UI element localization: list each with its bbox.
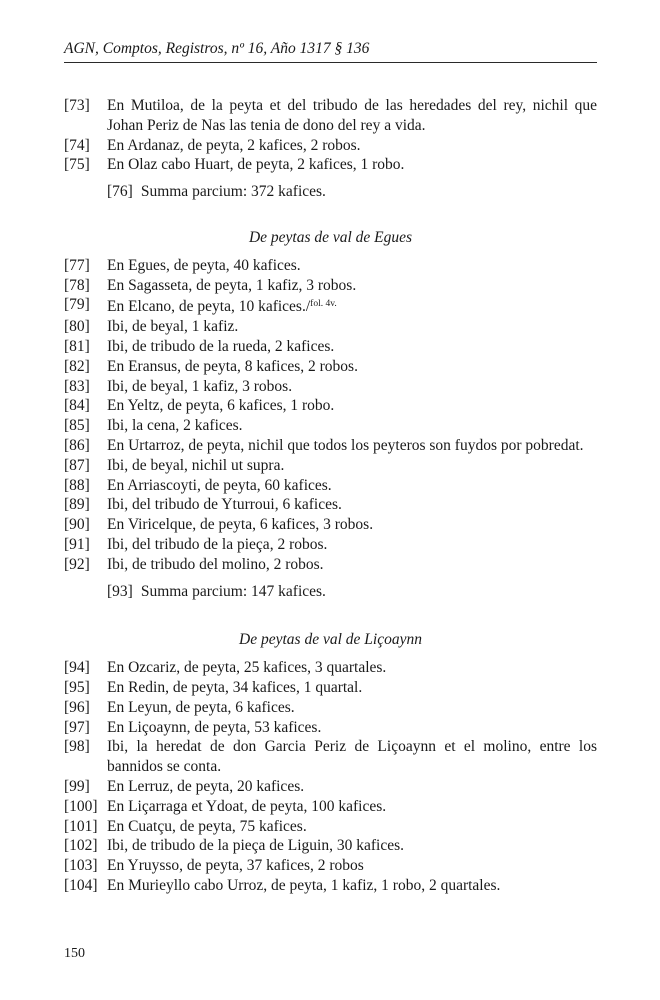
entry-text-content: Ibi, del tribudo de Yturroui, 6 kafices. xyxy=(107,496,342,514)
entry-text xyxy=(107,535,597,555)
entry-text xyxy=(107,256,597,276)
summa-text: Summa parcium: 372 kafices. xyxy=(140,183,326,201)
entry-number: [104] xyxy=(64,876,98,894)
entry-number: [73] xyxy=(64,97,90,114)
entry xyxy=(64,96,597,136)
entry xyxy=(64,295,597,317)
summa-number: [76] xyxy=(107,183,133,201)
entry-number: [75] xyxy=(64,156,90,174)
entry xyxy=(64,456,597,476)
entry-text-content: En Arriascoyti, de peyta, 60 kafices. xyxy=(107,476,332,494)
summa-text: Summa parcium: 147 kafices. xyxy=(140,582,326,600)
entry-text xyxy=(107,456,597,476)
entry-text-content: En Yruysso, de peyta, 37 kafices, 2 robos xyxy=(107,857,364,875)
entry-text xyxy=(107,136,597,156)
entry-text xyxy=(107,515,597,535)
entry xyxy=(64,495,597,515)
entry xyxy=(64,817,597,837)
entry-text-content: Ibi, de tribudo de la rueda, 2 kafices. xyxy=(107,337,335,355)
entry-text-content: En Olaz cabo Huart, de peyta, 2 kafices, 1 robo. xyxy=(107,156,405,174)
entry-number: [101] xyxy=(64,817,98,835)
entry-text xyxy=(107,836,597,856)
entry xyxy=(64,276,597,296)
entry-text-content: Ibi, de tribudo del molino, 2 robos. xyxy=(107,555,324,573)
entry-number: [78] xyxy=(64,276,90,294)
entry-text-content: Ibi, de beyal, nichil ut supra. xyxy=(107,456,285,474)
entry xyxy=(64,337,597,357)
entry-number: [89] xyxy=(64,496,90,514)
entry-number: [100] xyxy=(64,797,98,815)
entry-text xyxy=(107,698,597,718)
entry xyxy=(64,797,597,817)
entry-text-content: Ibi, la heredat de don Garcia Periz de Liçoaynn et el molino, entre los bannidos se conta. xyxy=(107,738,597,776)
entry xyxy=(64,698,597,718)
entry-number: [74] xyxy=(64,136,90,154)
entry-number: [84] xyxy=(64,397,90,415)
entry-number: [94] xyxy=(64,659,90,677)
entry-text-content: En Eransus, de peyta, 8 kafices, 2 robos. xyxy=(107,357,358,375)
entry xyxy=(64,136,597,156)
entry-text-content: En Liçoaynn, de peyta, 53 kafices. xyxy=(107,718,322,736)
entry-text-content: En Viricelque, de peyta, 6 kafices, 3 robos. xyxy=(107,516,374,534)
entry-text xyxy=(107,317,597,337)
entry xyxy=(64,876,597,896)
entry-text xyxy=(107,416,597,436)
entry-number: [99] xyxy=(64,777,90,795)
entry-text xyxy=(107,276,597,296)
summa-line xyxy=(64,582,597,602)
entry-text xyxy=(107,856,597,876)
entry-number: [92] xyxy=(64,555,90,573)
section xyxy=(64,96,597,202)
entry-text xyxy=(107,737,597,777)
entry-text-content: Ibi, del tribudo de la pieça, 2 robos. xyxy=(107,535,328,553)
entry-text-content: Ibi, de beyal, 1 kafiz. xyxy=(107,318,239,336)
entry-text-content: Ibi, de beyal, 1 kafiz, 3 robos. xyxy=(107,377,293,395)
page-number: 150 xyxy=(64,946,85,961)
entry-number: [79] xyxy=(64,296,90,314)
entry-text-content: En Cuatçu, de peyta, 75 kafices. xyxy=(107,817,307,835)
entry xyxy=(64,856,597,876)
entry-text-content: En Redin, de peyta, 34 kafices, 1 quartal. xyxy=(107,678,363,696)
entry-text xyxy=(107,357,597,377)
entry xyxy=(64,535,597,555)
entry xyxy=(64,678,597,698)
entry-text xyxy=(107,495,597,515)
entry-number: [95] xyxy=(64,678,90,696)
entry-number: [97] xyxy=(64,718,90,736)
folio-marker: fol. 4v. xyxy=(310,299,337,310)
entry-text-content: En Elcano, de peyta, 10 kafices./ xyxy=(107,298,311,316)
entry xyxy=(64,777,597,797)
entry-number: [80] xyxy=(64,318,90,336)
section-title: De peytas de val de Liçoaynn xyxy=(239,631,422,649)
header-rule xyxy=(64,62,597,63)
summa-number: [93] xyxy=(107,582,133,600)
entry-number: [88] xyxy=(64,476,90,494)
entry-number: [83] xyxy=(64,377,90,395)
entry-text xyxy=(107,678,597,698)
entry-text xyxy=(107,817,597,837)
entry-number: [91] xyxy=(64,535,90,553)
entry-number: [86] xyxy=(64,436,90,454)
entry-text xyxy=(107,876,597,896)
entry-text xyxy=(107,777,597,797)
entry-text-content: En Sagasseta, de peyta, 1 kafiz, 3 robos. xyxy=(107,276,357,294)
entry-text xyxy=(107,476,597,496)
entry-text-content: En Ardanaz, de peyta, 2 kafices, 2 robos. xyxy=(107,136,361,154)
entry xyxy=(64,436,597,456)
entry-text xyxy=(107,337,597,357)
entry-text xyxy=(107,155,597,175)
document-body xyxy=(64,96,597,896)
entry-text-content: En Murieyllo cabo Urroz, de peyta, 1 kafiz, 1 robo, 2 quartales. xyxy=(107,876,501,894)
entry-text xyxy=(107,96,597,136)
entry-text-content: En Urtarroz, de peyta, nichil que todos los peyteros son fuydos por pobredat. xyxy=(107,436,584,454)
entry-text xyxy=(107,396,597,416)
entry-text-content: En Ozcariz, de peyta, 25 kafices, 3 quartales. xyxy=(107,659,387,677)
entry-number: [98] xyxy=(64,738,90,756)
entry xyxy=(64,737,597,777)
entry-text-content: En Lerruz, de peyta, 20 kafices. xyxy=(107,777,305,795)
entry-text xyxy=(107,555,597,575)
running-header: AGN, Comptos, Registros, nº 16, Año 1317 § 136 xyxy=(64,40,370,57)
entry-text-content: En Liçarraga et Ydoat, de peyta, 100 kafices. xyxy=(107,797,387,815)
section-title: De peytas de val de Egues xyxy=(248,228,413,246)
entry xyxy=(64,396,597,416)
section xyxy=(64,630,597,895)
entry-text xyxy=(107,718,597,738)
summa-line xyxy=(64,182,597,202)
entry xyxy=(64,836,597,856)
entry-number: [90] xyxy=(64,516,90,534)
entry-number: [96] xyxy=(64,698,90,716)
entry xyxy=(64,377,597,397)
entry xyxy=(64,476,597,496)
entry xyxy=(64,515,597,535)
entry-number: [87] xyxy=(64,456,90,474)
entry xyxy=(64,555,597,575)
entry-text-content: Ibi, la cena, 2 kafices. xyxy=(107,417,243,435)
entry-text-content: En Yeltz, de peyta, 6 kafices, 1 robo. xyxy=(107,397,335,415)
entry-text xyxy=(107,436,597,456)
entry-text-content: En Leyun, de peyta, 6 kafices. xyxy=(107,698,295,716)
entry-text xyxy=(107,797,597,817)
entry xyxy=(64,256,597,276)
entry xyxy=(64,317,597,337)
entry xyxy=(64,718,597,738)
entry xyxy=(64,416,597,436)
entry xyxy=(64,357,597,377)
entry-text-content: En Egues, de peyta, 40 kafices. xyxy=(107,256,301,274)
entry-number: [102] xyxy=(64,837,98,855)
entry-text-content: En Mutiloa, de la peyta et del tribudo de las heredades del rey, nichil que Johan Periz de Nas las tenia de dono del rey a vida. xyxy=(107,97,597,134)
entry-number: [81] xyxy=(64,337,90,355)
entry xyxy=(64,155,597,175)
entry xyxy=(64,658,597,678)
entry-number: [77] xyxy=(64,256,90,274)
section xyxy=(64,228,597,601)
entry-number: [82] xyxy=(64,357,90,375)
entry-text xyxy=(107,295,597,317)
entry-number: [103] xyxy=(64,857,98,875)
entry-text xyxy=(107,658,597,678)
entry-text xyxy=(107,377,597,397)
entry-text-content: Ibi, de tribudo de la pieça de Liguin, 30 kafices. xyxy=(107,837,404,855)
entry-number: [85] xyxy=(64,417,90,435)
